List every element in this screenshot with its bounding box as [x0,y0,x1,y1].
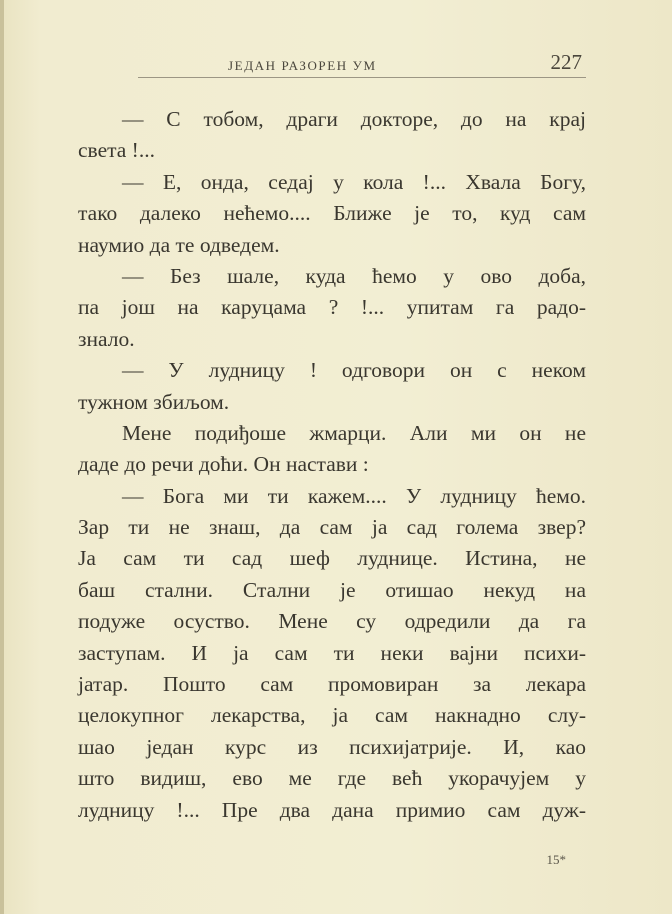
page-edge [0,0,4,914]
text-line: — Без шале, куда ћемо у ово доба, [122,263,586,288]
text-line: Мене подиђоше жмарци. Али ми он не [122,420,586,445]
page-header [78,50,586,78]
text-line: наумио да те одведем. [78,232,280,257]
text-line: подуже осуство. Мене су одредили да га [78,609,586,634]
text-line: — У лудницу ! одговори он с неком [122,358,586,383]
text-line: заступам. И ја сам ти неки вајни психи- [78,640,586,665]
text-line: целокупног лекарства, ја сам накнадно слу- [78,703,586,728]
page-number: 227 [550,50,582,74]
signature-mark: 15* [546,852,566,867]
text-line: — С тобом, драги докторе, до на крај [122,107,586,131]
text-line: знало. [78,326,135,351]
text-line: тако далеко нећемо.... Ближе је то, куд сам [78,201,586,226]
body-text [78,104,586,826]
text-line: Зар ти не знаш, да сам ја сад голема звер? [78,515,586,540]
text-line: јатар. Пошто сам промовиран за лекара [78,672,586,697]
header-rule [138,77,586,78]
running-head: ЈЕДАН РАЗОРЕН УМ [228,58,377,73]
text-line: — Бога ми ти кажем.... У лудницу ћемо. [122,483,586,508]
text-line: баш стални. Стални је отишао некуд на [78,577,586,602]
text-line: даде до речи доћи. Он настави : [78,452,369,477]
text-line: што видиш, ево ме где већ укорачујем у [78,766,586,791]
text-line: па још на каруцама ? !... упитам га радо- [78,295,586,320]
text-line: шао један курс из психијатрије. И, као [78,734,586,759]
text-line: света !... [78,138,155,163]
text-line: — Е, онда, седај у кола !... Хвала Богу, [122,169,586,194]
text-line: Ја сам ти сад шеф луднице. Истина, не [78,546,586,571]
text-line: лудницу !... Пре два дана примио сам дуж- [78,797,586,822]
text-line: тужном збиљом. [78,389,230,414]
